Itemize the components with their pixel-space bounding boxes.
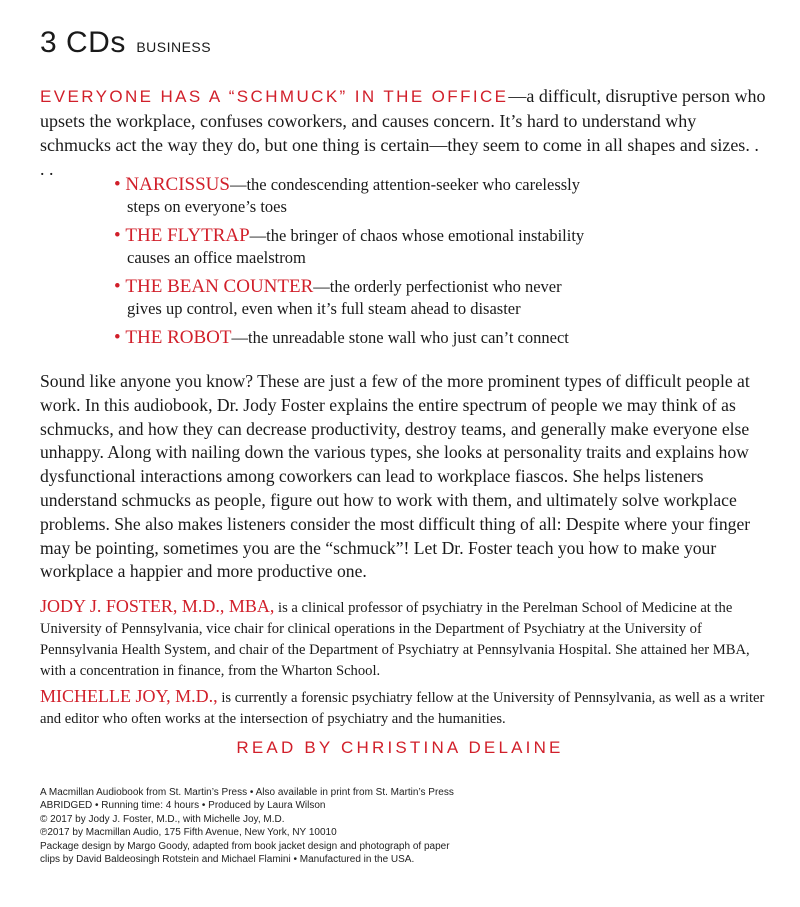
- credit-line: ℗2017 by Macmillan Audio, 175 Fifth Avenue, New York, NY 10010: [40, 827, 337, 839]
- type-name: THE FLYTRAP: [125, 225, 250, 246]
- author-name: MICHELLE JOY, M.D.,: [40, 686, 218, 706]
- author-bio-foster: [40, 596, 770, 682]
- description-paragraph: Sound like anyone you know? These are just a few of the more prominent types of difficult people at work. In this audiobook, Dr. Jody Foster explains the entire spectrum of people we may think of as schmucks, and how they can decrease productivity, destroy teams, and generally make everyone else unhappy. Along with nailing down the various types, she looks at personality traits and explains how dysfunctional interactions among coworkers can lead to workplace fiascos. She helps listeners understand schmucks as people, figure out how to work with them, and ultimately solve workplace problems. She also makes listeners consider the most difficult thing of all: Despite where your finger may be pointing, sometimes you are the “schmuck”! Let Dr. Foster teach you how to make your workplace a happier and more productive one.: [40, 371, 751, 582]
- type-name: THE ROBOT: [125, 327, 232, 348]
- intro-text: —a difficult, disruptive person who upsets the workplace, confuses coworkers, and causes concern. It’s hard to understand why schmucks act the way they do, but one thing is certain—they seem to come in all shapes and sizes. . . .: [40, 86, 766, 179]
- disc-count: 3 CDs: [40, 26, 126, 59]
- bullet-icon: •: [114, 174, 126, 195]
- credit-line: Package design by Margo Goody, adapted from book jacket design and photograph of paper: [40, 840, 450, 852]
- type-desc: —the orderly perfectionist who never: [313, 277, 562, 296]
- category-label: BUSINESS: [136, 39, 212, 55]
- type-name: NARCISSUS: [125, 174, 230, 195]
- bullet-icon: •: [114, 276, 126, 297]
- author-bio-text: is currently a forensic psychiatry fellow at the University of Pennsylvania, as well as a writer and editor who often works at the intersection of psychiatry and the humanities.: [40, 690, 765, 727]
- narrator-credit: READ BY CHRISTINA DELAINE: [236, 738, 564, 757]
- header: [40, 26, 211, 60]
- type-desc-continued: causes an office maelstrom: [127, 248, 306, 267]
- credit-line: © 2017 by Jody J. Foster, M.D., with Michelle Joy, M.D.: [40, 813, 285, 825]
- credit-line: A Macmillan Audiobook from St. Martin’s Press • Also available in print from St. Martin’s Press: [40, 787, 454, 798]
- credit-line: ABRIDGED • Running time: 4 hours • Produced by Laura Wilson: [40, 800, 326, 812]
- author-bio-text: is a clinical professor of psychiatry in the Perelman School of Medicine at the University of Pennsylvania, vice chair for clinical operations in the Department of Psychiatry at the University of Pennsylvania Health System, and chair of the Department of Psychiatry at Pennsylvania Hospital. She attained her MBA, with a concentration in finance, from the Wharton School.: [40, 600, 750, 679]
- bullet-icon: •: [114, 327, 126, 348]
- type-name: THE BEAN COUNTER: [125, 276, 314, 297]
- type-desc-continued: gives up control, even when it’s full steam ahead to disaster: [127, 299, 521, 318]
- type-desc: —the condescending attention-seeker who carelessly: [229, 175, 580, 194]
- list-item: [114, 225, 674, 269]
- list-item: [114, 327, 674, 349]
- type-desc-continued: steps on everyone’s toes: [127, 197, 287, 216]
- bullet-icon: •: [114, 225, 126, 246]
- list-item: [114, 276, 674, 320]
- schmuck-types-list: [114, 174, 674, 356]
- credit-line: clips by David Baldeosingh Rotstein and Michael Flamini • Manufactured in the USA.: [40, 854, 415, 866]
- intro-lead: EVERYONE HAS A “SCHMUCK” IN THE OFFICE: [40, 87, 509, 106]
- author-name: JODY J. FOSTER, M.D., MBA,: [40, 596, 275, 616]
- intro-paragraph: [40, 84, 766, 181]
- type-desc: —the bringer of chaos whose emotional instability: [249, 226, 585, 245]
- publisher-credits: [40, 786, 520, 866]
- list-item: [114, 174, 674, 218]
- type-desc: —the unreadable stone wall who just can’t connect: [231, 328, 569, 347]
- author-bio-joy: [40, 686, 770, 730]
